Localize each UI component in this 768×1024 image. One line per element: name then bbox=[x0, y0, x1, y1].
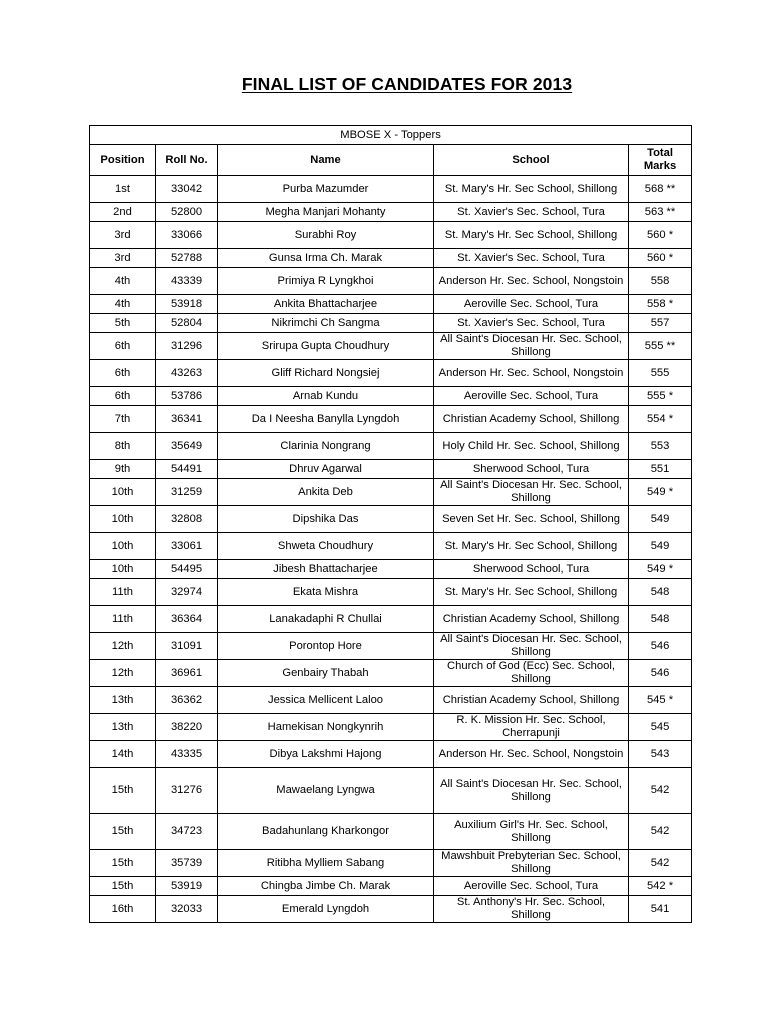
table-row bbox=[90, 660, 692, 687]
table-row bbox=[90, 387, 692, 406]
cell-roll-no: 35649 bbox=[156, 433, 218, 460]
cell-school: All Saint's Diocesan Hr. Sec. School, Shillong bbox=[434, 333, 629, 360]
cell-name: Gunsa Irma Ch. Marak bbox=[218, 249, 434, 268]
cell-roll-no: 35739 bbox=[156, 850, 218, 877]
cell-roll-no: 32974 bbox=[156, 579, 218, 606]
cell-position: 6th bbox=[90, 333, 156, 360]
cell-total-marks: 549 * bbox=[629, 560, 692, 579]
table-row bbox=[90, 360, 692, 387]
cell-position: 7th bbox=[90, 406, 156, 433]
cell-school: Aeroville Sec. School, Tura bbox=[434, 387, 629, 406]
cell-name: Clarinia Nongrang bbox=[218, 433, 434, 460]
cell-roll-no: 43263 bbox=[156, 360, 218, 387]
table-row bbox=[90, 203, 692, 222]
cell-school: Sherwood School, Tura bbox=[434, 460, 629, 479]
cell-position: 15th bbox=[90, 877, 156, 896]
table-row bbox=[90, 268, 692, 295]
cell-position: 2nd bbox=[90, 203, 156, 222]
cell-position: 12th bbox=[90, 633, 156, 660]
cell-school: St. Mary's Hr. Sec School, Shillong bbox=[434, 579, 629, 606]
cell-name: Chingba Jimbe Ch. Marak bbox=[218, 877, 434, 896]
cell-roll-no: 31259 bbox=[156, 479, 218, 506]
cell-school: Christian Academy School, Shillong bbox=[434, 687, 629, 714]
cell-name: Porontop Hore bbox=[218, 633, 434, 660]
cell-position: 3rd bbox=[90, 249, 156, 268]
table-row bbox=[90, 506, 692, 533]
table-row bbox=[90, 560, 692, 579]
cell-name: Ekata Mishra bbox=[218, 579, 434, 606]
cell-total-marks: 563 ** bbox=[629, 203, 692, 222]
cell-name: Ankita Deb bbox=[218, 479, 434, 506]
table-row bbox=[90, 814, 692, 850]
cell-school: Sherwood School, Tura bbox=[434, 560, 629, 579]
table-row bbox=[90, 687, 692, 714]
table-row bbox=[90, 314, 692, 333]
cell-school: Mawshbuit Prebyterian Sec. School, Shillong bbox=[434, 850, 629, 877]
table-row bbox=[90, 741, 692, 768]
table-row bbox=[90, 479, 692, 506]
table-row bbox=[90, 633, 692, 660]
cell-roll-no: 38220 bbox=[156, 714, 218, 741]
table-row bbox=[90, 460, 692, 479]
cell-total-marks: 555 bbox=[629, 360, 692, 387]
cell-total-marks: 541 bbox=[629, 896, 692, 923]
cell-total-marks: 546 bbox=[629, 633, 692, 660]
cell-school: Aeroville Sec. School, Tura bbox=[434, 295, 629, 314]
cell-name: Srirupa Gupta Choudhury bbox=[218, 333, 434, 360]
cell-name: Purba Mazumder bbox=[218, 176, 434, 203]
cell-roll-no: 36341 bbox=[156, 406, 218, 433]
cell-position: 10th bbox=[90, 479, 156, 506]
cell-roll-no: 31276 bbox=[156, 768, 218, 814]
cell-name: Surabhi Roy bbox=[218, 222, 434, 249]
cell-total-marks: 549 bbox=[629, 533, 692, 560]
cell-total-marks: 551 bbox=[629, 460, 692, 479]
cell-name: Dibya Lakshmi Hajong bbox=[218, 741, 434, 768]
cell-roll-no: 52804 bbox=[156, 314, 218, 333]
cell-school: R. K. Mission Hr. Sec. School, Cherrapunji bbox=[434, 714, 629, 741]
cell-name: Da I Neesha Banylla Lyngdoh bbox=[218, 406, 434, 433]
table-row bbox=[90, 406, 692, 433]
cell-name: Jibesh Bhattacharjee bbox=[218, 560, 434, 579]
cell-position: 9th bbox=[90, 460, 156, 479]
cell-roll-no: 54495 bbox=[156, 560, 218, 579]
cell-position: 11th bbox=[90, 579, 156, 606]
cell-name: Mawaelang Lyngwa bbox=[218, 768, 434, 814]
table-row bbox=[90, 249, 692, 268]
table-row bbox=[90, 896, 692, 923]
cell-school: Auxilium Girl's Hr. Sec. School, Shillong bbox=[434, 814, 629, 850]
cell-position: 15th bbox=[90, 768, 156, 814]
table-row bbox=[90, 533, 692, 560]
cell-total-marks: 558 bbox=[629, 268, 692, 295]
table-caption: MBOSE X - Toppers bbox=[90, 126, 692, 145]
cell-school: All Saint's Diocesan Hr. Sec. School, Shillong bbox=[434, 768, 629, 814]
cell-school: St. Xavier's Sec. School, Tura bbox=[434, 249, 629, 268]
column-header-school: School bbox=[434, 145, 629, 176]
cell-name: Primiya R Lyngkhoi bbox=[218, 268, 434, 295]
cell-roll-no: 32808 bbox=[156, 506, 218, 533]
cell-total-marks: 546 bbox=[629, 660, 692, 687]
cell-school: All Saint's Diocesan Hr. Sec. School, Shillong bbox=[434, 479, 629, 506]
cell-roll-no: 52788 bbox=[156, 249, 218, 268]
cell-school: St. Anthony's Hr. Sec. School, Shillong bbox=[434, 896, 629, 923]
cell-roll-no: 54491 bbox=[156, 460, 218, 479]
cell-name: Lanakadaphi R Chullai bbox=[218, 606, 434, 633]
cell-position: 12th bbox=[90, 660, 156, 687]
cell-school: St. Xavier's Sec. School, Tura bbox=[434, 314, 629, 333]
cell-total-marks: 560 * bbox=[629, 222, 692, 249]
cell-position: 10th bbox=[90, 533, 156, 560]
table-row bbox=[90, 877, 692, 896]
cell-total-marks: 568 ** bbox=[629, 176, 692, 203]
cell-position: 6th bbox=[90, 360, 156, 387]
cell-name: Jessica Mellicent Laloo bbox=[218, 687, 434, 714]
cell-total-marks: 543 bbox=[629, 741, 692, 768]
table-row bbox=[90, 579, 692, 606]
column-header-total-marks: Total Marks bbox=[629, 145, 692, 176]
cell-total-marks: 554 * bbox=[629, 406, 692, 433]
cell-school: St. Xavier's Sec. School, Tura bbox=[434, 203, 629, 222]
document-title bbox=[0, 74, 768, 95]
cell-roll-no: 33061 bbox=[156, 533, 218, 560]
cell-name: Ankita Bhattacharjee bbox=[218, 295, 434, 314]
cell-roll-no: 31091 bbox=[156, 633, 218, 660]
cell-roll-no: 43339 bbox=[156, 268, 218, 295]
cell-position: 10th bbox=[90, 560, 156, 579]
cell-total-marks: 545 bbox=[629, 714, 692, 741]
cell-total-marks: 549 * bbox=[629, 479, 692, 506]
cell-school: All Saint's Diocesan Hr. Sec. School, Shillong bbox=[434, 633, 629, 660]
table-row bbox=[90, 714, 692, 741]
cell-position: 14th bbox=[90, 741, 156, 768]
cell-position: 10th bbox=[90, 506, 156, 533]
column-header-name: Name bbox=[218, 145, 434, 176]
cell-total-marks: 542 bbox=[629, 768, 692, 814]
cell-position: 4th bbox=[90, 295, 156, 314]
cell-school: St. Mary's Hr. Sec School, Shillong bbox=[434, 176, 629, 203]
toppers-table bbox=[89, 125, 692, 923]
cell-name: Hamekisan Nongkynrih bbox=[218, 714, 434, 741]
table-row bbox=[90, 176, 692, 203]
cell-school: Christian Academy School, Shillong bbox=[434, 606, 629, 633]
cell-school: Anderson Hr. Sec. School, Nongstoin bbox=[434, 268, 629, 295]
cell-position: 11th bbox=[90, 606, 156, 633]
table-caption-row bbox=[90, 126, 692, 145]
cell-school: Church of God (Ecc) Sec. School, Shillong bbox=[434, 660, 629, 687]
cell-position: 3rd bbox=[90, 222, 156, 249]
cell-school: Christian Academy School, Shillong bbox=[434, 406, 629, 433]
cell-total-marks: 560 * bbox=[629, 249, 692, 268]
cell-name: Ritibha Mylliem Sabang bbox=[218, 850, 434, 877]
column-header-roll-no: Roll No. bbox=[156, 145, 218, 176]
cell-total-marks: 549 bbox=[629, 506, 692, 533]
cell-total-marks: 548 bbox=[629, 579, 692, 606]
cell-name: Gliff Richard Nongsiej bbox=[218, 360, 434, 387]
cell-total-marks: 555 ** bbox=[629, 333, 692, 360]
cell-name: Emerald Lyngdoh bbox=[218, 896, 434, 923]
cell-school: St. Mary's Hr. Sec School, Shillong bbox=[434, 533, 629, 560]
cell-total-marks: 545 * bbox=[629, 687, 692, 714]
cell-total-marks: 555 * bbox=[629, 387, 692, 406]
table-row bbox=[90, 433, 692, 460]
cell-roll-no: 53919 bbox=[156, 877, 218, 896]
cell-total-marks: 558 * bbox=[629, 295, 692, 314]
cell-name: Dipshika Das bbox=[218, 506, 434, 533]
cell-roll-no: 52800 bbox=[156, 203, 218, 222]
cell-total-marks: 553 bbox=[629, 433, 692, 460]
cell-position: 15th bbox=[90, 850, 156, 877]
document-title-text: FINAL LIST OF CANDIDATES FOR 2013 bbox=[241, 74, 573, 94]
cell-position: 13th bbox=[90, 714, 156, 741]
cell-school: Holy Child Hr. Sec. School, Shillong bbox=[434, 433, 629, 460]
table-row bbox=[90, 222, 692, 249]
cell-name: Nikrimchi Ch Sangma bbox=[218, 314, 434, 333]
cell-position: 5th bbox=[90, 314, 156, 333]
cell-total-marks: 542 bbox=[629, 850, 692, 877]
cell-roll-no: 33066 bbox=[156, 222, 218, 249]
cell-roll-no: 32033 bbox=[156, 896, 218, 923]
cell-roll-no: 43335 bbox=[156, 741, 218, 768]
table-row bbox=[90, 606, 692, 633]
cell-roll-no: 33042 bbox=[156, 176, 218, 203]
table-row bbox=[90, 333, 692, 360]
cell-school: St. Mary's Hr. Sec School, Shillong bbox=[434, 222, 629, 249]
cell-roll-no: 53786 bbox=[156, 387, 218, 406]
table-row bbox=[90, 850, 692, 877]
cell-school: Aeroville Sec. School, Tura bbox=[434, 877, 629, 896]
cell-position: 16th bbox=[90, 896, 156, 923]
cell-position: 6th bbox=[90, 387, 156, 406]
table-body bbox=[90, 176, 692, 923]
cell-roll-no: 36961 bbox=[156, 660, 218, 687]
cell-name: Shweta Choudhury bbox=[218, 533, 434, 560]
cell-position: 13th bbox=[90, 687, 156, 714]
cell-roll-no: 36364 bbox=[156, 606, 218, 633]
cell-roll-no: 34723 bbox=[156, 814, 218, 850]
cell-position: 8th bbox=[90, 433, 156, 460]
cell-total-marks: 548 bbox=[629, 606, 692, 633]
cell-total-marks: 542 bbox=[629, 814, 692, 850]
cell-roll-no: 53918 bbox=[156, 295, 218, 314]
table-row bbox=[90, 295, 692, 314]
cell-roll-no: 31296 bbox=[156, 333, 218, 360]
cell-position: 15th bbox=[90, 814, 156, 850]
cell-name: Dhruv Agarwal bbox=[218, 460, 434, 479]
cell-total-marks: 542 * bbox=[629, 877, 692, 896]
cell-name: Megha Manjari Mohanty bbox=[218, 203, 434, 222]
cell-name: Genbairy Thabah bbox=[218, 660, 434, 687]
cell-school: Anderson Hr. Sec. School, Nongstoin bbox=[434, 360, 629, 387]
cell-name: Arnab Kundu bbox=[218, 387, 434, 406]
table-header-row bbox=[90, 145, 692, 176]
cell-name: Badahunlang Kharkongor bbox=[218, 814, 434, 850]
cell-school: Anderson Hr. Sec. School, Nongstoin bbox=[434, 741, 629, 768]
cell-school: Seven Set Hr. Sec. School, Shillong bbox=[434, 506, 629, 533]
column-header-position: Position bbox=[90, 145, 156, 176]
table-row bbox=[90, 768, 692, 814]
cell-roll-no: 36362 bbox=[156, 687, 218, 714]
cell-position: 4th bbox=[90, 268, 156, 295]
cell-position: 1st bbox=[90, 176, 156, 203]
cell-total-marks: 557 bbox=[629, 314, 692, 333]
